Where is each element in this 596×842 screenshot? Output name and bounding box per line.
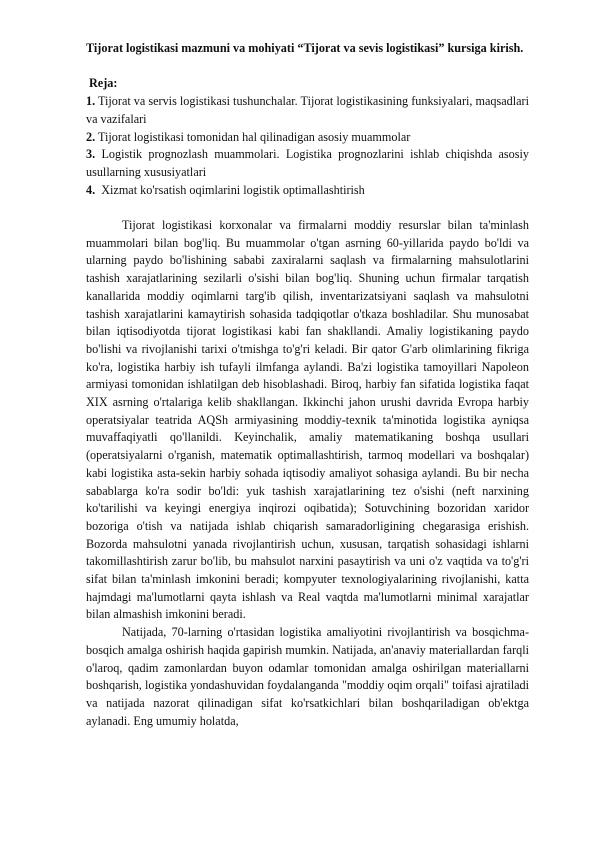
spacer [86, 58, 529, 76]
plan-item [86, 146, 529, 181]
spacer [86, 199, 529, 217]
plan-item-number: 4. [86, 182, 96, 197]
plan-item-text: Logistik prognozlash muammolari. Logistika prognozlarini ishlab chiqishda asosiy usullarning xususiyatlari [86, 147, 529, 179]
body-paragraph: Natijada, 70-larning o'rtasidan logistika amaliyotini rivojlantirish va bosqichma-bosqich amalga oshirish haqida gapirish mumkin. Natijada, an'anaviy materiallardan farqli o'laroq, qadim zamonlardan buyon odamlar tomonidan amalga oshirilgan materiallarni boshqarish, logistika yondashuvidan foydalanganda "moddiy oqim orqali" toifasi ajratiladi va natijada nazorat qilinadigan sifat ko'rsatkichlari bilan boshqariladigan ob'ektga aylanadi. Eng umumiy holatda, [86, 625, 529, 728]
plan-item-text: Tijorat va servis logistikasi tushunchalar. Tijorat logistikasining funksiyalari, maqsadlari va vazifalari [86, 94, 529, 126]
plan-list [86, 93, 529, 199]
plan-item-text: Tijorat logistikasi tomonidan hal qilinadigan asosiy muammolar [97, 129, 411, 144]
plan-item [86, 129, 529, 147]
plan-item [86, 182, 529, 200]
body-paragraph: Tijorat logistikasi korxonalar va firmalarni moddiy resurslar bilan ta'minlash muammolari bilan bog'liq. Bu muammolar o'tgan asrning 60-yillarida paydo bo'ldi va ularning paydo bo'lishining sababi zaxiralarni saqlash va firmalarning mahsulotlarini tashish xarajatlarining sezilarli o'sishi bilan bog'liq. Shuning uchun firmalar tarqatish kanallarida moddiy oqimlarni targ'ib qilish, inventarizatsiyani saqlash va mahsulotni tashish xarajatlarini kamaytirish sohasida tadqiqotlar o'tkaza boshladilar. Shu munosabat bilan iqtisodiyotda tijorat logistikasi kabi fan shakllandi. Amaliy logistikaning paydo bo'lishi va rivojlanishi tarixi o'tmishga to'g'ri keladi. Bir qator G'arb olimlarining fikriga ko'ra, logistika harbiy ish tufayli ilmfanga aylandi. Ba'zi logistika tamoyillari Napoleon armiyasi tomonidan ishlatilgan deb hisoblashadi. Biroq, harbiy fan sifatida logistika faqat XIX asrning o'rtalariga kelib shakllangan. Ikkinchi jahon urushi davrida Evropa harbiy operatsiyalar teatrida AQSh armiyasining moddiy-texnik ta'minotida logistika ayniqsa muvaffaqiyatli qo'llanildi. Keyinchalik, amaliy matematikaning boshqa usullari (operatsiyalarni o'rganish, matematik optimallashtirish, tarmoq modellari va boshqalar) kabi logistika asta-sekin harbiy sohada iqtisodiy amaliyot sohasiga aylandi. Bu bir necha sabablarga ko'ra sodir bo'ldi: yuk tashish xarajatlarining tez o'sishi (neft narxining ko'tarilishi va keyingi energiya inqirozi oqibatida); Sotuvchining bozoridan xaridor bozoriga o'tish va natijada ishlab chiqarish samaradorligining chegarasiga erishish. Bozorda mahsulotni yanada rivojlantirish uchun, xususan, tarqatish sohasidagi ishlarni takomillashtirish zarur bo'lib, bu mahsulot narxini pasaytirish va uni o'z vaqtida va to'g'ri sifat bilan ta'minlash imkonini beradi; kompyuter texnologiyalarining rivojlanishi, katta hajmdagi ma'lumotlarni qayta ishlash va Real vaqtda ma'lumotlarni minimal xarajatlar bilan almashish imkonini beradi. [86, 218, 529, 622]
document-page [86, 40, 529, 730]
plan-item [86, 93, 529, 128]
plan-item-text: Xizmat ko'rsatish oqimlarini logistik optimallashtirish [101, 182, 365, 197]
document-title: Tijorat logistikasi mazmuni va mohiyati “Tijorat va sevis logistikasi” kursiga kirish. [86, 41, 524, 55]
plan-item-number: 1. [86, 94, 96, 109]
plan-item-number: 3. [86, 147, 96, 162]
plan-heading: Reja: [89, 76, 118, 91]
plan-item-number: 2. [86, 129, 96, 144]
